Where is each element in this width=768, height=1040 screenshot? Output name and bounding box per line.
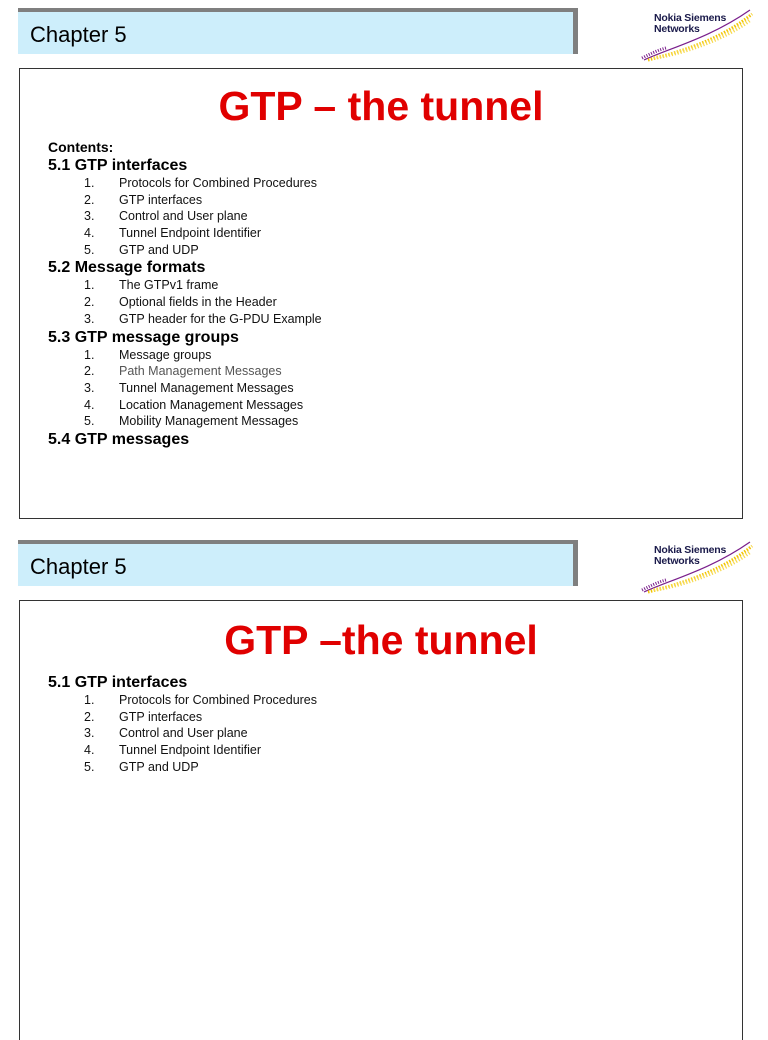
list-item: 5. Mobility Management Messages [84, 414, 299, 429]
slide-2 [0, 532, 768, 1024]
section-heading: 5.2 Message formats [48, 259, 206, 277]
logo-text-line-1: Nokia Siemens [654, 544, 727, 556]
slide-content [19, 68, 743, 519]
list-item: 4. Tunnel Endpoint Identifier [84, 743, 261, 758]
list-item: 1. Message groups [84, 347, 212, 362]
logo-text-line-1: Nokia Siemens [654, 12, 727, 24]
chapter-header-bar [18, 8, 578, 54]
slide-title: GTP –the tunnel [224, 617, 538, 663]
logo-text-line-2: Networks [654, 555, 700, 567]
nokia-siemens-networks-logo [640, 8, 754, 62]
chapter-header-bar [18, 540, 578, 586]
slide-content [19, 600, 743, 1040]
logo-text-line-2: Networks [654, 23, 700, 35]
section-heading: 5.4 GTP messages [48, 430, 190, 448]
nokia-siemens-networks-logo [640, 540, 754, 594]
list-item: 3. Control and User plane [84, 209, 248, 224]
contents-label: Contents: [48, 139, 114, 155]
list-item: 2. GTP interfaces [84, 192, 203, 207]
list-item: 5. GTP and UDP [84, 242, 199, 257]
list-item: 1. Protocols for Combined Procedures [84, 693, 318, 707]
chapter-title: Chapter 5 [30, 22, 127, 47]
section-heading: 5.1 GTP interfaces [48, 674, 188, 691]
list-item: 3. Tunnel Management Messages [84, 380, 294, 395]
list-item: 1. Protocols for Combined Procedures [84, 176, 318, 190]
table-of-contents [48, 139, 322, 449]
section-heading: 5.3 GTP message groups [48, 328, 239, 346]
list-item: 4. Tunnel Endpoint Identifier [84, 226, 261, 241]
section-heading: 5.1 GTP interfaces [48, 157, 188, 174]
chapter-title: Chapter 5 [30, 554, 127, 579]
list-item: 3. GTP header for the G-PDU Example [84, 311, 322, 326]
table-of-contents [48, 673, 318, 775]
list-item: 5. GTP and UDP [84, 759, 199, 774]
list-item: 1. The GTPv1 frame [84, 278, 219, 293]
list-item: 2. Optional fields in the Header [84, 295, 277, 310]
list-item: 2. Path Management Messages [84, 364, 282, 379]
slide-title: GTP – the tunnel [218, 83, 544, 129]
list-item: 4. Location Management Messages [84, 397, 304, 412]
list-item: 2. GTP interfaces [84, 709, 203, 724]
list-item: 3. Control and User plane [84, 726, 248, 741]
